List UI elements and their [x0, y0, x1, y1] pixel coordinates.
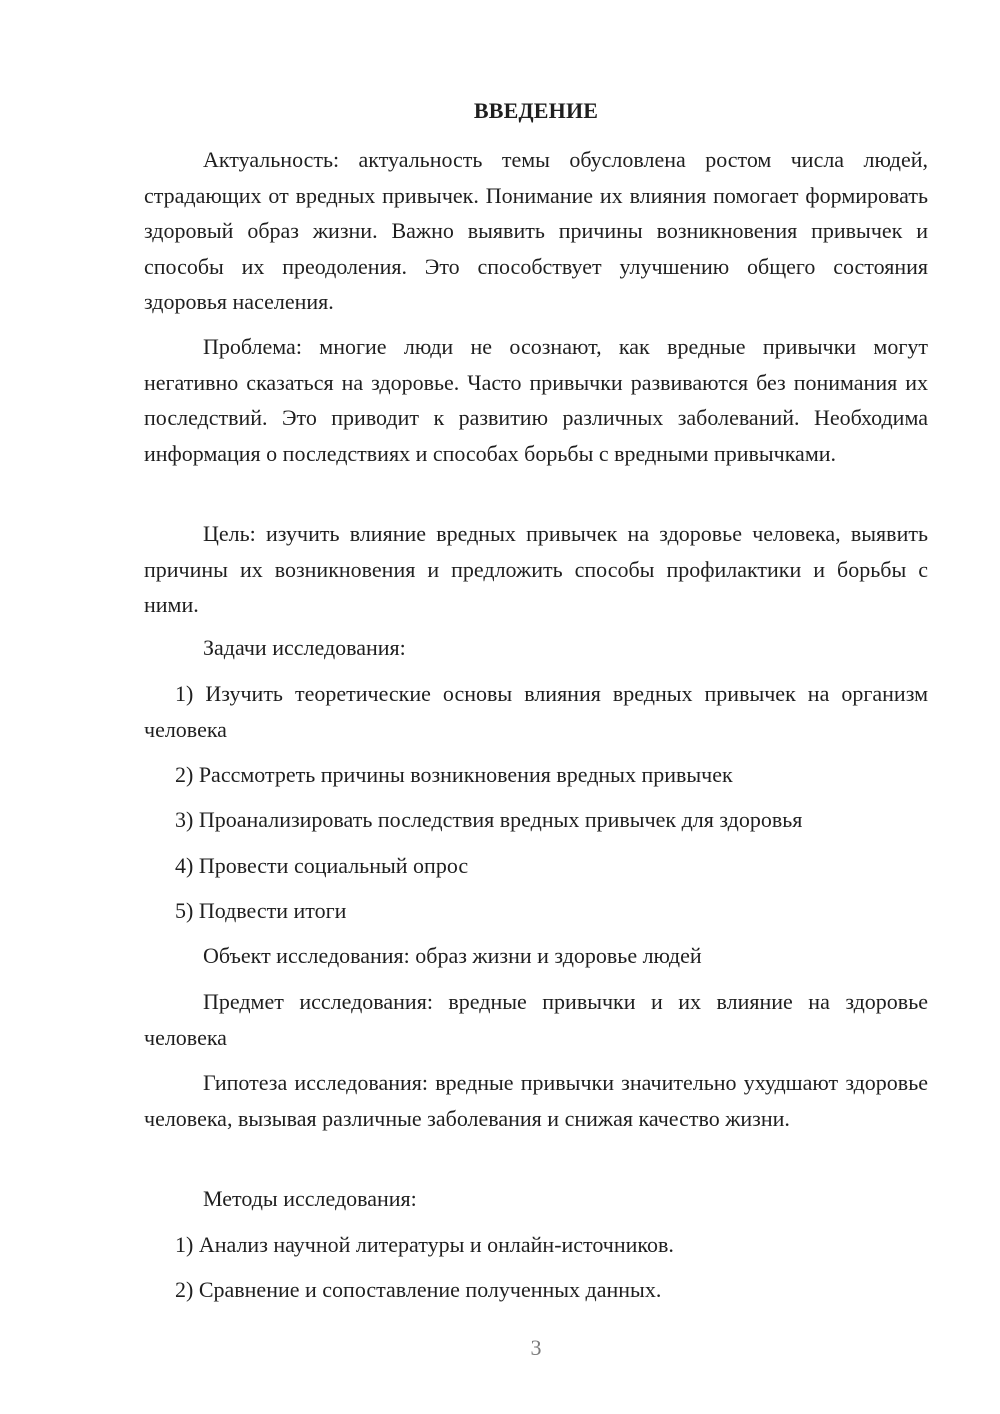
tasks-heading: Задачи исследования: — [203, 635, 406, 660]
paragraph-problem: Проблема: многие люди не осознают, как вредные привычки могут негативно сказаться на здоровье. Часто привычки развиваются без понимания их последствий. Это приводит к развитию различных заболеваний. Необходима информация о последствиях и способах борьбы с вредными привычками. — [144, 334, 928, 466]
paragraph-hypothesis: Гипотеза исследования: вредные привычки значительно ухудшают здоровье человека, вызывая различные заболевания и снижая качество жизни. — [144, 1070, 928, 1131]
task-item: 1) Изучить теоретические основы влияния вредных привычек на организм человека — [144, 681, 928, 742]
task-item: 4) Провести социальный опрос — [175, 853, 469, 878]
method-item: 1) Анализ научной литературы и онлайн-источников. — [175, 1232, 674, 1257]
paragraph-goal: Цель: изучить влияние вредных привычек на здоровье человека, выявить причины их возникновения и предложить способы профилактики и борьбы с ними. — [144, 521, 928, 617]
task-item: 3) Проанализировать последствия вредных привычек для здоровья — [175, 807, 803, 832]
paragraph-object: Объект исследования: образ жизни и здоровье людей — [203, 943, 702, 968]
task-item: 5) Подвести итоги — [175, 898, 347, 923]
paragraph-subject: Предмет исследования: вредные привычки и их влияние на здоровье человека — [144, 989, 928, 1050]
task-item: 2) Рассмотреть причины возникновения вредных привычек — [175, 762, 733, 787]
section-title: ВВЕДЕНИЕ — [473, 98, 599, 123]
paragraph-relevance: Актуальность: актуальность темы обусловлена ростом числа людей, страдающих от вредных привычек. Понимание их влияния помогает формировать здоровый образ жизни. Важно выявить причины возникновения привычек и способы их преодоления. Это способствует улучшению общего состояния здоровья населения. — [144, 147, 928, 314]
document-page — [144, 0, 928, 1414]
page-number: 3 — [530, 1335, 542, 1360]
methods-heading: Методы исследования: — [203, 1186, 417, 1211]
method-item: 2) Сравнение и сопоставление полученных данных. — [175, 1277, 662, 1302]
